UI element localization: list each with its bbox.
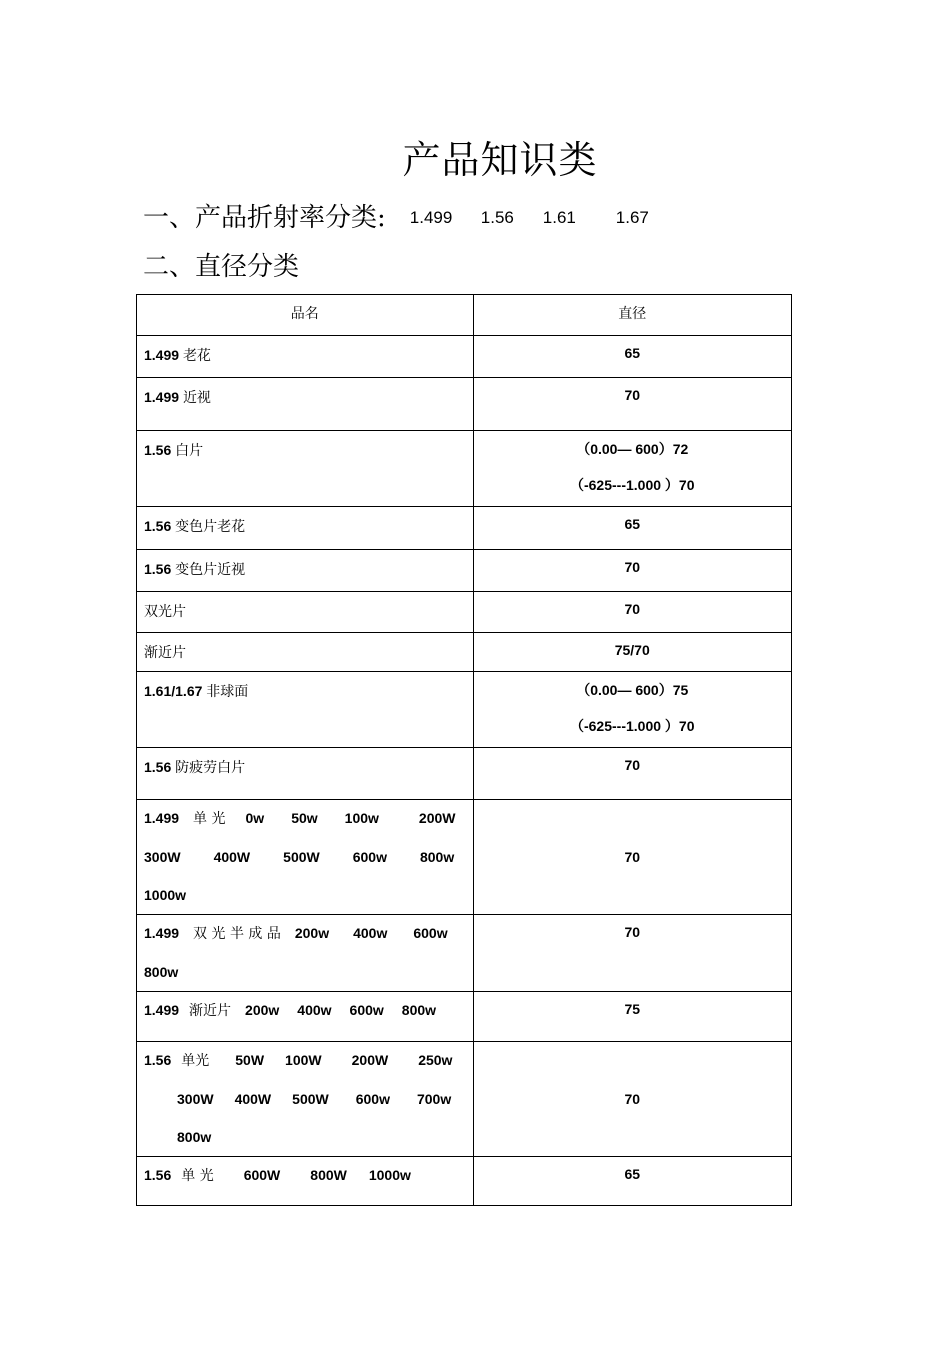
product-name-cell xyxy=(137,915,474,992)
wattage-line: 1.499 双 光 半 成 品 200w 400w 600w xyxy=(144,925,448,942)
refractive-index-value: 1.56 xyxy=(480,208,514,227)
diameter-cell xyxy=(473,672,792,748)
table-row xyxy=(137,592,792,633)
table-row xyxy=(137,992,792,1042)
refractive-index-heading-row xyxy=(143,198,649,238)
diameter-cell: 70 xyxy=(473,800,792,915)
refractive-index-value: 1.61 xyxy=(542,208,576,227)
diameter-range-line: （-625---1.000 ）70 xyxy=(569,477,695,493)
table-row xyxy=(137,431,792,507)
product-name-cell: 1.499 近视 xyxy=(137,378,474,431)
wattage-line: 1.499 渐近片 200w 400w 600w 800w xyxy=(144,1002,437,1019)
diameter-cell: 65 xyxy=(473,336,792,378)
product-name-cell: 双光片 xyxy=(137,592,474,633)
diameter-cell: 65 xyxy=(473,1157,792,1206)
diameter-table xyxy=(136,294,792,1206)
table-header-row xyxy=(137,295,792,336)
diameter-cell: 70 xyxy=(473,1042,792,1157)
product-name-cell xyxy=(137,1042,474,1157)
table-row xyxy=(137,550,792,592)
diameter-cell: 75 xyxy=(473,992,792,1042)
table-row xyxy=(137,800,792,915)
wattage-line: 1.56 单 光 600W 800W 1000w xyxy=(144,1167,411,1184)
table-row xyxy=(137,378,792,431)
diameter-range-line: （-625---1.000 ）70 xyxy=(569,718,695,734)
product-name-cell: 1.56 白片 xyxy=(137,431,474,507)
wattage-line: 1000w xyxy=(144,887,187,903)
diameter-range-line: （0.00— 600）75 xyxy=(576,682,689,698)
wattage-line: 1.499 单 光 0w 50w 100w 200W xyxy=(144,810,456,827)
wattage-line: 1.56 单光 50W 100W 200W 250w xyxy=(144,1052,453,1069)
product-name-cell: 1.56 变色片老花 xyxy=(137,507,474,550)
product-name-cell: 1.499 老花 xyxy=(137,336,474,378)
diameter-cell: 70 xyxy=(473,748,792,800)
header-diameter: 直径 xyxy=(473,295,792,336)
refractive-index-list xyxy=(410,198,649,238)
table-row xyxy=(137,336,792,378)
product-name-cell: 渐近片 xyxy=(137,633,474,672)
product-name-cell: 1.56 变色片近视 xyxy=(137,550,474,592)
table-row xyxy=(137,672,792,748)
table-row xyxy=(137,915,792,992)
diameter-cell: 70 xyxy=(473,550,792,592)
table-row xyxy=(137,1157,792,1206)
product-name-cell: 1.56 防疲劳白片 xyxy=(137,748,474,800)
wattage-line: 300W 400W 500W 600w 700w xyxy=(177,1091,452,1107)
page-title: 产品知识类 xyxy=(402,138,598,182)
wattage-line: 800w xyxy=(144,964,179,980)
product-name-cell xyxy=(137,800,474,915)
table-row xyxy=(137,633,792,672)
diameter-cell: 70 xyxy=(473,592,792,633)
refractive-index-value: 1.67 xyxy=(615,208,649,227)
table-row xyxy=(137,1042,792,1157)
table-row xyxy=(137,507,792,550)
diameter-cell xyxy=(473,431,792,507)
diameter-cell: 70 xyxy=(473,378,792,431)
diameter-cell: 65 xyxy=(473,507,792,550)
product-name-cell xyxy=(137,992,474,1042)
diameter-cell: 75/70 xyxy=(473,633,792,672)
wattage-line: 800w xyxy=(177,1129,212,1145)
diameter-range-line: （0.00— 600）72 xyxy=(576,441,689,457)
diameter-cell: 70 xyxy=(473,915,792,992)
product-name-cell xyxy=(137,1157,474,1206)
table-row xyxy=(137,748,792,800)
product-name-cell: 1.61/1.67 非球面 xyxy=(137,672,474,748)
wattage-line: 300W 400W 500W 600w 800w xyxy=(144,849,455,865)
refractive-index-heading: 一、产品折射率分类: xyxy=(143,203,386,233)
header-product-name: 品名 xyxy=(137,295,474,336)
diameter-heading: 二、直径分类 xyxy=(143,252,300,282)
refractive-index-value: 1.499 xyxy=(409,208,453,227)
